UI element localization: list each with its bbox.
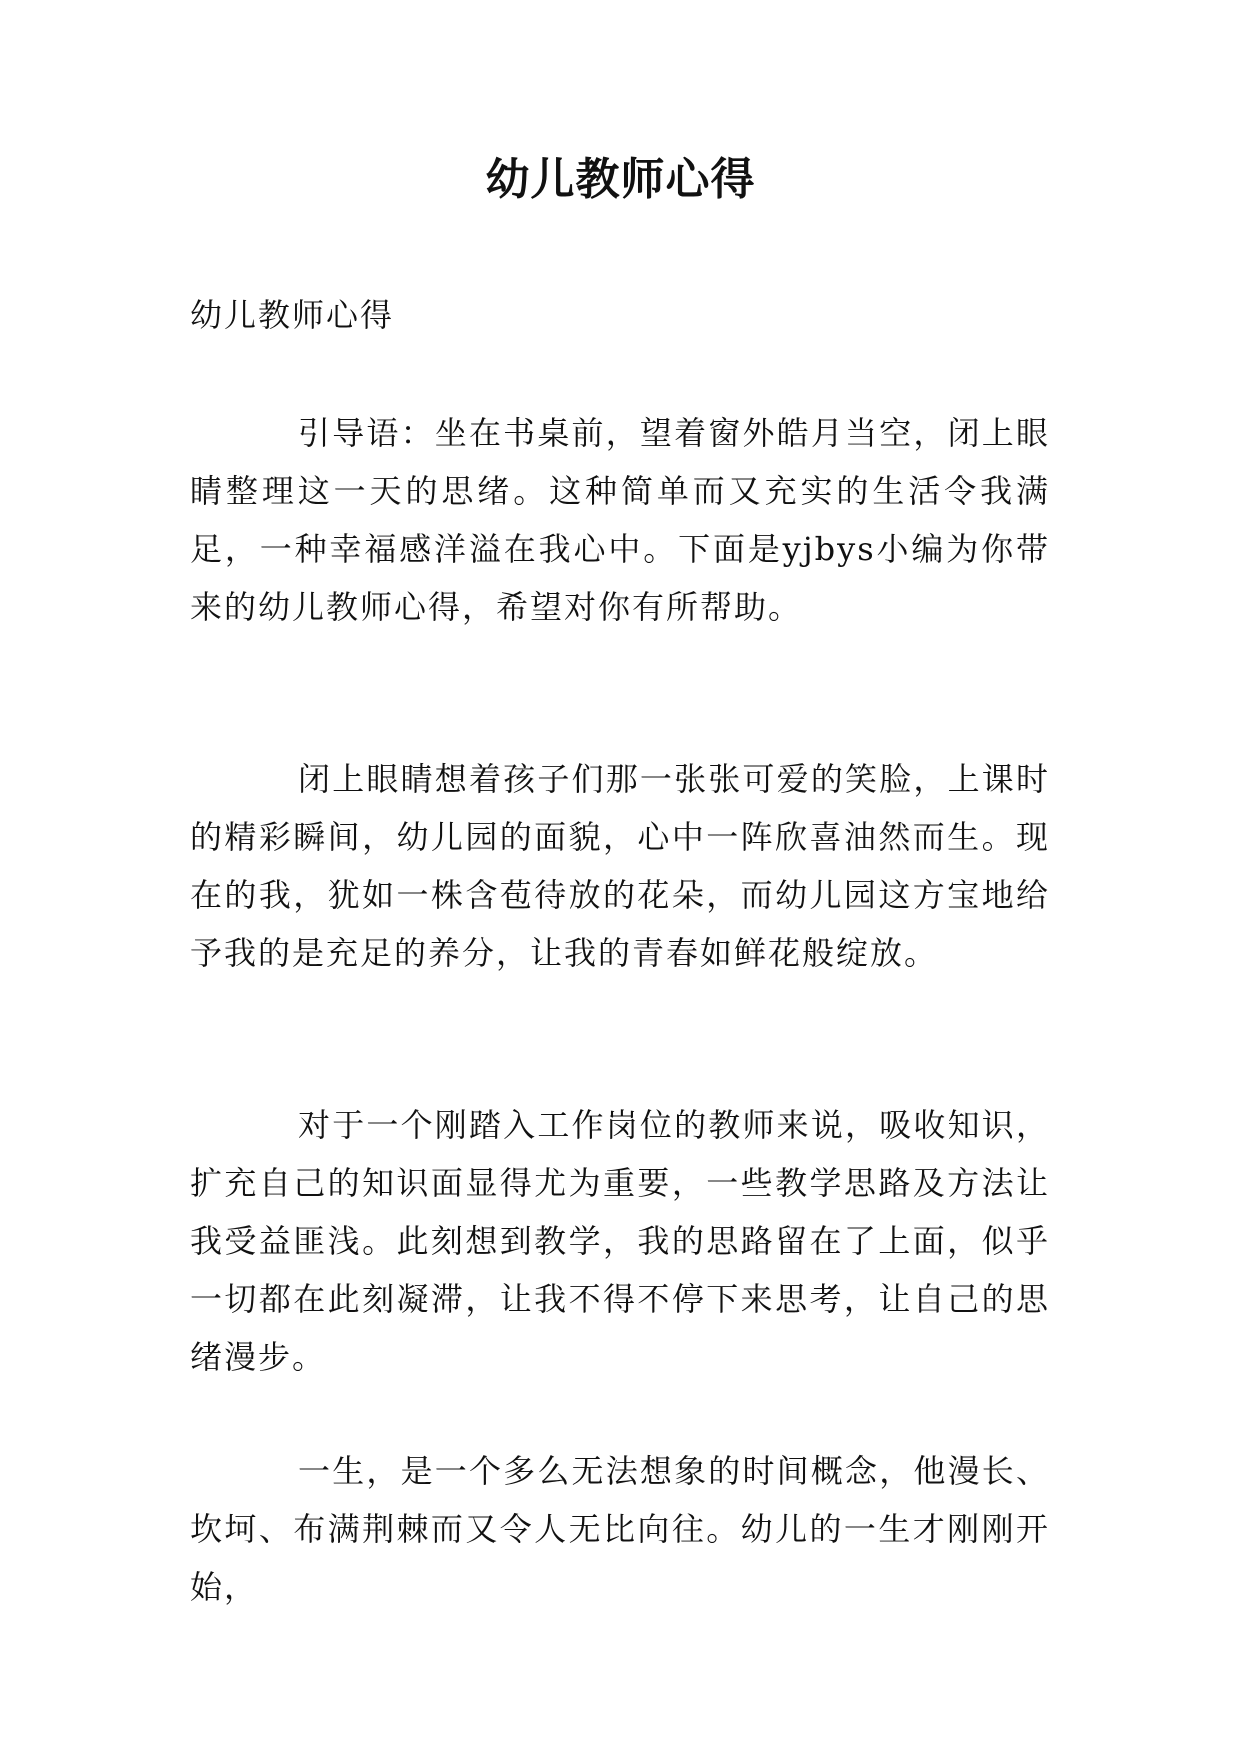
paragraph-4: 一生，是一个多么无法想象的时间概念，他漫长、坎坷、布满荆棘而又令人无比向往。幼儿的一生才刚刚开始， [190,1452,1050,1606]
paragraph-2: 闭上眼睛想着孩子们那一张张可爱的笑脸，上课时的精彩瞬间，幼儿园的面貌，心中一阵欣喜油然而生。现在的我，犹如一株含苞待放的花朵，而幼儿园这方宝地给予我的是充足的养分，让我的青春如鲜花般绽放。 [190,760,1050,972]
paragraph-intro: 引导语：坐在书桌前，望着窗外皓月当空，闭上眼睛整理这一天的思绪。这种简单而又充实的生活令我满足，一种幸福感洋溢在我心中。下面是yjbys小编为你带来的幼儿教师心得，希望对你有所帮助。 [190,414,1050,626]
paragraph-3: 对于一个刚踏入工作岗位的教师来说，吸收知识，扩充自己的知识面显得尤为重要，一些教学思路及方法让我受益匪浅。此刻想到教学，我的思路留在了上面，似乎一切都在此刻凝滞，让我不得不停下来思考，让自己的思绪漫步。 [190,1106,1050,1376]
document-subtitle: 幼儿教师心得 [190,296,395,334]
document-title: 幼儿教师心得 [485,154,756,205]
